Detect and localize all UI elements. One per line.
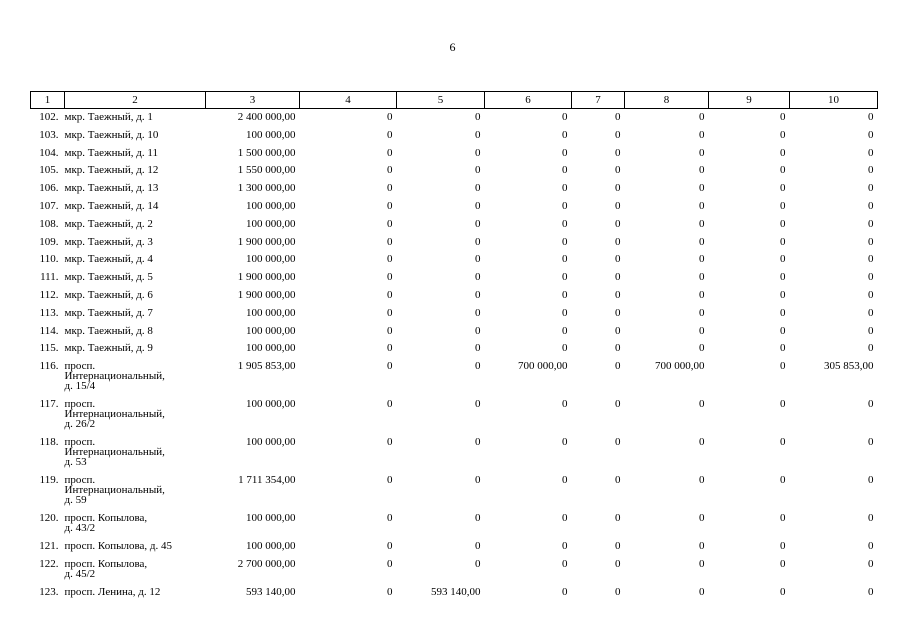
value-cell-c10: 0 [868, 512, 874, 525]
value-cell-c5: 0 [475, 436, 481, 449]
value-cell-c9: 0 [780, 128, 786, 141]
address-cell [65, 510, 206, 538]
value-cell-c6: 0 [562, 540, 568, 553]
value-cell-c9: 0 [780, 199, 786, 212]
value-cell-c8: 0 [699, 128, 705, 141]
value-cell-c3: 1 900 000,00 [237, 235, 296, 248]
value-cell-c10: 0 [868, 128, 874, 141]
value-cell-c7: 0 [615, 342, 621, 355]
value-cell-c4: 0 [387, 182, 393, 195]
address-line: просп. [64, 436, 96, 449]
address-cell: просп. Копылова, д. 45 [64, 540, 173, 553]
value-cell-c9: 0 [780, 306, 786, 319]
value-cell-c3: 100 000,00 [246, 324, 296, 337]
value-cell-c5: 0 [475, 253, 481, 266]
address-cell: мкр. Таежный, д. 2 [64, 217, 153, 230]
address-line: просп. Копылова, [64, 512, 148, 525]
row-number: 108. [39, 217, 59, 230]
row-number: 118. [39, 436, 59, 449]
value-cell-c7: 0 [615, 557, 621, 570]
value-cell-c4: 0 [387, 271, 393, 284]
value-cell-c8: 0 [699, 253, 705, 266]
value-cell-c7: 0 [615, 271, 621, 284]
value-cell-c7: 0 [615, 164, 621, 177]
value-cell-c8: 0 [699, 342, 705, 355]
value-cell-c3: 100 000,00 [246, 436, 296, 449]
table-row [31, 251, 878, 269]
row-number: 114. [39, 324, 59, 337]
value-cell-c4: 0 [387, 360, 393, 373]
address-cell [65, 434, 206, 472]
table-row [31, 180, 878, 198]
value-cell-c3: 100 000,00 [246, 512, 296, 525]
address-cell: мкр. Таежный, д. 10 [64, 128, 159, 141]
value-cell-c8: 0 [699, 217, 705, 230]
value-cell-c5: 0 [475, 182, 481, 195]
address-line: д. 26/2 [64, 418, 96, 431]
value-cell-c7: 0 [615, 288, 621, 301]
col-header-1: 1 [31, 92, 65, 109]
address-cell [65, 358, 206, 396]
value-cell-c6: 0 [562, 436, 568, 449]
table-row [31, 109, 878, 127]
table-row [31, 396, 878, 434]
value-cell-c6: 0 [562, 474, 568, 487]
table-row [31, 127, 878, 145]
table-row [31, 216, 878, 234]
value-cell-c10: 0 [868, 164, 874, 177]
value-cell-c5: 0 [475, 557, 481, 570]
value-cell-c6: 0 [562, 146, 568, 159]
value-cell-c4: 0 [387, 342, 393, 355]
address-line: Интернациональный, [64, 370, 165, 383]
value-cell-c8: 0 [699, 398, 705, 411]
address-cell: мкр. Таежный, д. 4 [64, 253, 153, 266]
row-number: 113. [39, 306, 59, 319]
value-cell-c3: 2 400 000,00 [237, 111, 296, 123]
value-cell-c10: 0 [868, 540, 874, 553]
value-cell-c7: 0 [615, 217, 621, 230]
address-line: Интернациональный, [64, 446, 165, 459]
address-cell: мкр. Таежный, д. 1 [64, 111, 153, 123]
value-cell-c4: 0 [387, 235, 393, 248]
value-cell-c5: 0 [475, 324, 481, 337]
value-cell-c3: 1 550 000,00 [237, 164, 296, 177]
row-number: 107. [39, 199, 59, 212]
value-cell-c8: 700 000,00 [655, 360, 705, 373]
value-cell-c4: 0 [387, 128, 393, 141]
value-cell-c4: 0 [387, 436, 393, 449]
table-row [31, 287, 878, 305]
value-cell-c4: 0 [387, 306, 393, 319]
value-cell-c4: 0 [387, 324, 393, 337]
address-line: д. 43/2 [64, 522, 96, 535]
col-header-7: 7 [572, 92, 625, 109]
value-cell-c8: 0 [699, 111, 705, 123]
col-header-6: 6 [485, 92, 572, 109]
value-cell-c4: 0 [387, 199, 393, 212]
value-cell-c10: 0 [868, 398, 874, 411]
address-cell: мкр. Таежный, д. 6 [64, 288, 153, 301]
address-line: просп. Копылова, [64, 557, 148, 570]
row-number: 116. [39, 360, 59, 373]
value-cell-c5: 0 [475, 398, 481, 411]
value-cell-c3: 100 000,00 [246, 306, 296, 319]
value-cell-c5: 0 [475, 540, 481, 553]
table-body [31, 109, 878, 602]
value-cell-c10: 0 [868, 288, 874, 301]
value-cell-c9: 0 [780, 253, 786, 266]
value-cell-c8: 0 [699, 557, 705, 570]
row-number: 105. [39, 164, 59, 177]
value-cell-c6: 0 [562, 128, 568, 141]
value-cell-c4: 0 [387, 217, 393, 230]
value-cell-c3: 100 000,00 [246, 199, 296, 212]
value-cell-c10: 0 [868, 557, 874, 570]
address-cell: мкр. Таежный, д. 12 [64, 164, 159, 177]
value-cell-c6: 700 000,00 [518, 360, 568, 373]
value-cell-c5: 0 [475, 306, 481, 319]
address-line: Интернациональный, [64, 484, 165, 497]
value-cell-c3: 100 000,00 [246, 253, 296, 266]
address-line: д. 59 [64, 494, 87, 507]
value-cell-c10: 0 [868, 253, 874, 266]
value-cell-c6: 0 [562, 288, 568, 301]
value-cell-c9: 0 [780, 288, 786, 301]
value-cell-c5: 593 140,00 [431, 585, 481, 598]
table-row [31, 510, 878, 538]
address-line: д. 15/4 [64, 380, 96, 393]
value-cell-c5: 0 [475, 199, 481, 212]
address-cell: мкр. Таежный, д. 3 [64, 235, 153, 248]
value-cell-c4: 0 [387, 146, 393, 159]
value-cell-c7: 0 [615, 512, 621, 525]
address-line: д. 45/2 [64, 567, 96, 580]
row-number: 111. [40, 271, 59, 284]
col-header-5: 5 [397, 92, 485, 109]
value-cell-c10: 0 [868, 436, 874, 449]
value-cell-c10: 305 853,00 [824, 360, 874, 373]
value-cell-c5: 0 [475, 288, 481, 301]
value-cell-c7: 0 [615, 398, 621, 411]
value-cell-c10: 0 [868, 271, 874, 284]
row-number: 117. [39, 398, 59, 411]
value-cell-c7: 0 [615, 235, 621, 248]
table-row [31, 340, 878, 358]
row-number: 103. [39, 128, 59, 141]
value-cell-c8: 0 [699, 540, 705, 553]
value-cell-c9: 0 [780, 474, 786, 487]
value-cell-c7: 0 [615, 146, 621, 159]
value-cell-c6: 0 [562, 585, 568, 598]
value-cell-c3: 1 905 853,00 [237, 360, 296, 373]
value-cell-c3: 593 140,00 [246, 585, 296, 598]
table-row [31, 556, 878, 584]
value-cell-c9: 0 [780, 557, 786, 570]
address-cell [65, 472, 206, 510]
address-cell: мкр. Таежный, д. 9 [64, 342, 153, 355]
value-cell-c5: 0 [475, 512, 481, 525]
value-cell-c5: 0 [475, 111, 481, 123]
value-cell-c10: 0 [868, 111, 874, 123]
table-row [31, 198, 878, 216]
row-number: 122. [39, 557, 59, 570]
value-cell-c10: 0 [868, 324, 874, 337]
value-cell-c5: 0 [475, 128, 481, 141]
value-cell-c9: 0 [780, 182, 786, 195]
value-cell-c9: 0 [780, 540, 786, 553]
address-cell [65, 556, 206, 584]
address-cell: просп. Ленина, д. 12 [64, 585, 161, 598]
value-cell-c6: 0 [562, 306, 568, 319]
value-cell-c8: 0 [699, 306, 705, 319]
budget-table [30, 91, 878, 602]
value-cell-c3: 100 000,00 [246, 540, 296, 553]
table-row [31, 162, 878, 180]
value-cell-c6: 0 [562, 557, 568, 570]
address-cell: мкр. Таежный, д. 7 [64, 306, 153, 319]
col-header-10: 10 [790, 92, 878, 109]
page-number: 6 [449, 40, 456, 54]
table-row [31, 323, 878, 341]
address-line: просп. [64, 360, 96, 373]
value-cell-c6: 0 [562, 182, 568, 195]
value-cell-c3: 1 900 000,00 [237, 288, 296, 301]
address-cell: мкр. Таежный, д. 14 [64, 199, 159, 212]
table-row [31, 305, 878, 323]
value-cell-c10: 0 [868, 306, 874, 319]
value-cell-c9: 0 [780, 360, 786, 373]
value-cell-c7: 0 [615, 436, 621, 449]
value-cell-c6: 0 [562, 324, 568, 337]
value-cell-c7: 0 [615, 199, 621, 212]
value-cell-c7: 0 [615, 128, 621, 141]
value-cell-c9: 0 [780, 217, 786, 230]
value-cell-c8: 0 [699, 512, 705, 525]
value-cell-c5: 0 [475, 146, 481, 159]
value-cell-c7: 0 [615, 111, 621, 123]
value-cell-c3: 100 000,00 [246, 217, 296, 230]
row-number: 109. [39, 235, 59, 248]
col-header-3: 3 [206, 92, 300, 109]
value-cell-c5: 0 [475, 217, 481, 230]
value-cell-c9: 0 [780, 342, 786, 355]
table-header [31, 92, 878, 109]
value-cell-c9: 0 [780, 324, 786, 337]
value-cell-c8: 0 [699, 235, 705, 248]
value-cell-c10: 0 [868, 474, 874, 487]
value-cell-c9: 0 [780, 585, 786, 598]
value-cell-c7: 0 [615, 306, 621, 319]
value-cell-c10: 0 [868, 217, 874, 230]
value-cell-c10: 0 [868, 146, 874, 159]
row-number: 106. [39, 182, 59, 195]
row-number: 115. [39, 342, 59, 355]
address-line: просп. [64, 398, 96, 411]
address-cell: мкр. Таежный, д. 8 [64, 324, 153, 337]
value-cell-c8: 0 [699, 585, 705, 598]
value-cell-c4: 0 [387, 540, 393, 553]
value-cell-c9: 0 [780, 235, 786, 248]
address-line: просп. [64, 474, 96, 487]
value-cell-c4: 0 [387, 585, 393, 598]
value-cell-c7: 0 [615, 253, 621, 266]
table-row [31, 472, 878, 510]
value-cell-c4: 0 [387, 512, 393, 525]
value-cell-c7: 0 [615, 585, 621, 598]
value-cell-c6: 0 [562, 512, 568, 525]
value-cell-c7: 0 [615, 474, 621, 487]
value-cell-c10: 0 [868, 235, 874, 248]
value-cell-c3: 1 500 000,00 [237, 146, 296, 159]
row-number: 112. [39, 288, 59, 301]
value-cell-c6: 0 [562, 271, 568, 284]
table-row [31, 234, 878, 252]
value-cell-c3: 1 711 354,00 [238, 474, 296, 487]
value-cell-c9: 0 [780, 436, 786, 449]
value-cell-c7: 0 [615, 324, 621, 337]
value-cell-c9: 0 [780, 146, 786, 159]
value-cell-c9: 0 [780, 164, 786, 177]
table-row [31, 584, 878, 602]
value-cell-c3: 100 000,00 [246, 128, 296, 141]
col-header-9: 9 [709, 92, 790, 109]
table-row [31, 434, 878, 472]
value-cell-c6: 0 [562, 164, 568, 177]
value-cell-c5: 0 [475, 360, 481, 373]
value-cell-c7: 0 [615, 182, 621, 195]
value-cell-c4: 0 [387, 111, 393, 123]
value-cell-c8: 0 [699, 288, 705, 301]
value-cell-c8: 0 [699, 164, 705, 177]
value-cell-c8: 0 [699, 271, 705, 284]
value-cell-c8: 0 [699, 474, 705, 487]
value-cell-c4: 0 [387, 288, 393, 301]
header-row [31, 92, 878, 109]
row-number: 120. [39, 512, 59, 525]
value-cell-c3: 100 000,00 [246, 342, 296, 355]
value-cell-c6: 0 [562, 199, 568, 212]
address-cell: мкр. Таежный, д. 11 [64, 146, 158, 159]
value-cell-c4: 0 [387, 474, 393, 487]
table-row [31, 538, 878, 556]
value-cell-c5: 0 [475, 474, 481, 487]
value-cell-c3: 100 000,00 [246, 398, 296, 411]
table-row [31, 269, 878, 287]
value-cell-c7: 0 [615, 360, 621, 373]
value-cell-c4: 0 [387, 164, 393, 177]
value-cell-c10: 0 [868, 199, 874, 212]
address-cell [65, 396, 206, 434]
value-cell-c5: 0 [475, 164, 481, 177]
value-cell-c6: 0 [562, 342, 568, 355]
value-cell-c6: 0 [562, 217, 568, 230]
value-cell-c8: 0 [699, 182, 705, 195]
value-cell-c8: 0 [699, 436, 705, 449]
value-cell-c6: 0 [562, 253, 568, 266]
value-cell-c5: 0 [475, 342, 481, 355]
value-cell-c8: 0 [699, 146, 705, 159]
value-cell-c4: 0 [387, 253, 393, 266]
address-line: Интернациональный, [64, 408, 165, 421]
value-cell-c6: 0 [562, 398, 568, 411]
value-cell-c8: 0 [699, 199, 705, 212]
value-cell-c10: 0 [868, 585, 874, 598]
value-cell-c7: 0 [615, 540, 621, 553]
row-number: 119. [39, 474, 59, 487]
value-cell-c9: 0 [780, 512, 786, 525]
value-cell-c6: 0 [562, 111, 568, 123]
value-cell-c9: 0 [780, 111, 786, 123]
col-header-2: 2 [65, 92, 206, 109]
value-cell-c8: 0 [699, 324, 705, 337]
value-cell-c10: 0 [868, 342, 874, 355]
value-cell-c9: 0 [780, 271, 786, 284]
col-header-4: 4 [300, 92, 397, 109]
value-cell-c10: 0 [868, 182, 874, 195]
value-cell-c6: 0 [562, 235, 568, 248]
value-cell-c3: 1 900 000,00 [237, 271, 296, 284]
row-number: 102. [39, 111, 59, 123]
row-number: 104. [39, 146, 59, 159]
value-cell-c3: 2 700 000,00 [237, 557, 296, 570]
table-row [31, 145, 878, 163]
value-cell-c4: 0 [387, 398, 393, 411]
address-cell: мкр. Таежный, д. 13 [64, 182, 159, 195]
row-number: 123. [39, 585, 59, 598]
value-cell-c4: 0 [387, 557, 393, 570]
table-row [31, 358, 878, 396]
row-number: 121. [39, 540, 59, 553]
value-cell-c3: 1 300 000,00 [237, 182, 296, 195]
value-cell-c5: 0 [475, 235, 481, 248]
value-cell-c9: 0 [780, 398, 786, 411]
address-line: д. 53 [64, 456, 87, 469]
address-cell: мкр. Таежный, д. 5 [64, 271, 153, 284]
value-cell-c5: 0 [475, 271, 481, 284]
row-number: 110. [39, 253, 59, 266]
col-header-8: 8 [625, 92, 709, 109]
